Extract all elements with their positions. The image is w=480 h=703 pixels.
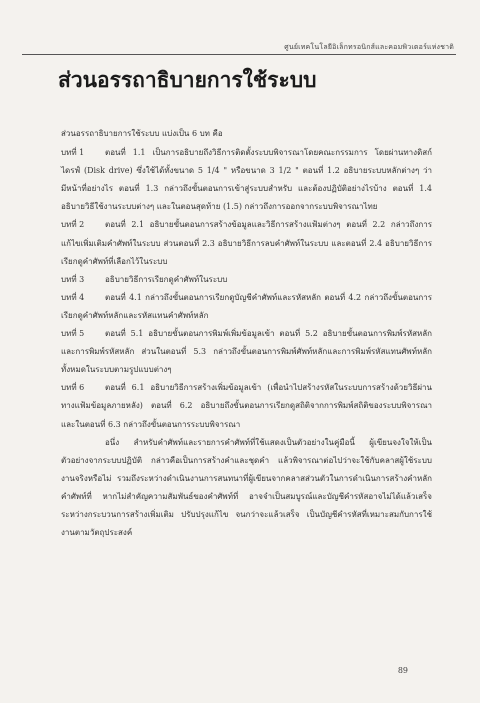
step-paragraph — [61, 289, 432, 325]
header-rule — [22, 54, 456, 55]
step-text: ตอนที่ 5.1 อธิบายขั้นตอนการพิมพ์เพิ่มข้อมูลเข้า ตอนที่ 5.2 อธิบายขั้นตอนการพิมพ์รหัสหลักและการพิมพ์รหัสหลัก ส่วนในตอนที่ 5.3 กล่าวถึงขั้นตอนการพิมพ์ศัพท์หลักและการพิมพ์รหัสแทนศัพท์หลักทั้งหมดในระบบตามรูปแบบต่างๆ — [61, 329, 432, 375]
note-text: อนึ่ง สำหรับคำศัพท์และรายการคำศัพท์ที่ใช้แสดงเป็นตัวอย่างในคู่มือนี้ ผู้เขียนจงใจให้เป็นตัวอย่างจากระบบปฏิบัติ กล่าวคือเป็นการสร้างคำและชุดคำ แล้วพิจารณาต่อไปว่าจะใช้กับคลาสผู้ใช้ระบบงานจริงหรือไม่ รวมถึงระหว่างดำเนินงานการสนทนาที่ผู้เขียนจากคลาสส่วนตัวในการดำเนินการสร้างคำหลักคำศัพท์ที่ หากไม่สำคัญความสัมพันธ์ของคำศัพท์ที่ อาจจำเป็นสมบูรณ์และบัญชีคำรหัสอาจไม่ได้แล้วเสร็จ ระหว่างกระบวนการสร้างเพิ่มเติม ปรับปรุงแก้ไข จนกว่าจะแล้วเสร็จ เป็นบัญชีคำรหัสที่เหมาะสมกับการใช้งานตามวัตถุประสงค์ — [61, 437, 432, 538]
step-paragraph — [61, 325, 432, 379]
running-head: ศูนย์เทคโนโลยีอิเล็กทรอนิกส์และคอมพิวเตอร์แห่งชาติ — [280, 42, 454, 53]
step-paragraph — [61, 379, 432, 433]
intro-paragraph: ส่วนอรรถาธิบายการใช้ระบบ แบ่งเป็น 6 บท คือ — [61, 129, 223, 138]
step-text: อธิบายวิธีการเรียกดูคำศัพท์ในระบบ — [105, 274, 228, 284]
step-label: บทที่ 3 — [61, 274, 85, 284]
step-label: บทที่ 2 — [61, 220, 85, 230]
step-paragraph — [61, 144, 432, 216]
step-text: ตอนที่ 2.1 อธิบายขั้นตอนการสร้างข้อมูลและวิธีการสร้างแฟ้มต่างๆ ตอนที่ 2.2 กล่าวถึงการแก้ไขเพิ่มเติมคำศัพท์ในระบบ ส่วนตอนที่ 2.3 อธิบายวิธีการลบคำศัพท์ในระบบ และตอนที่ 2.4 อธิบายวิธีการเรียกดูคำศัพท์ที่เลือกไว้ในระบบ — [61, 220, 432, 266]
body-text — [61, 125, 432, 542]
step-paragraph — [61, 216, 432, 270]
step-paragraph — [61, 271, 432, 289]
note-paragraph — [61, 434, 432, 543]
step-label: บทที่ 5 — [61, 329, 85, 339]
page-number: 89 — [397, 666, 408, 675]
step-text: ตอนที่ 1.1 เป็นการอธิบายถึงวิธีการติดตั้งระบบพิจารณาโดยคณะกรรมการ โดยผ่านทางดิสก์ไดรฟ์ (Disk drive) ซึ่งใช้ได้ทั้งขนาด 5 1/4 " หรือขนาด 3 1/2 " ตอนที่ 1.2 อธิบายระบบหลักต่างๆ ว่ามีหน้าที่อย่างไร ตอนที่ 1.3 กล่าวถึงขั้นตอนการเข้าสู่ระบบสำหรับ และต้องปฏิบัติอย่างไรบ้าง ตอนที่ 1.4 อธิบายวิธีใช้งานระบบต่างๆ และในตอนสุดท้าย (1.5) กล่าวถึงการออกจากระบบพิจารณาไทย — [61, 148, 432, 212]
step-label: บทที่ 4 — [61, 292, 85, 302]
page-title: ส่วนอรรถาธิบายการใช้ระบบ — [58, 68, 317, 92]
step-text: ตอนที่ 6.1 อธิบายวิธีการสร้างเพิ่มข้อมูลเข้า (เพื่อนำไปสร้างรหัสในระบบการสร้างด้วยวิธีผ่านทางแฟ้มข้อมูลภายหลัง) ตอนที่ 6.2 อธิบายถึงขั้นตอนการเรียกดูสถิติจากการพิมพ์สถิติของระบบพิจารณา และในตอนที่ 6.3 กล่าวถึงขั้นตอนการระบบพิจารณา — [61, 383, 432, 429]
step-label: บทที่ 1 — [61, 148, 85, 158]
step-text: ตอนที่ 4.1 กล่าวถึงขั้นตอนการเรียกดูบัญชีคำศัพท์และรหัสหลัก ตอนที่ 4.2 กล่าวถึงขั้นตอนการเรียกดูคำศัพท์หลักและรหัสแทนคำศัพท์หลัก — [61, 292, 432, 320]
step-label: บทที่ 6 — [61, 383, 85, 393]
